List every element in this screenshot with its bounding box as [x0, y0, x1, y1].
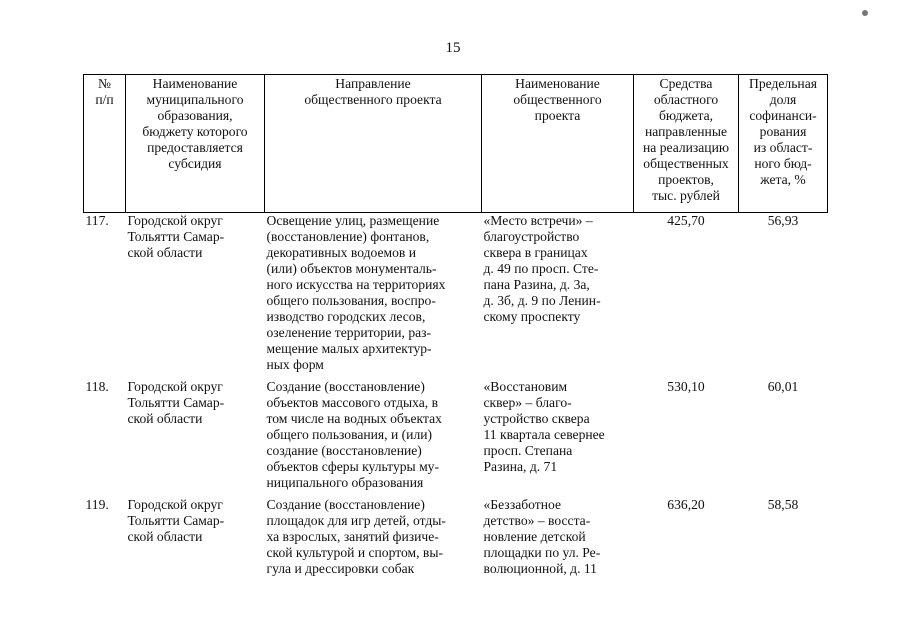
row-project-name: «Беззаботное детство» – восста- новление детской площадки по ул. Ре- волюционной, д. 11 [483, 497, 601, 576]
scan-dot [862, 10, 868, 16]
row-number: 119. [85, 497, 109, 512]
header-project-name: Наименование общественного проекта [482, 75, 634, 213]
subsidy-table [83, 74, 828, 583]
row-municipality: Городской округ Тольятти Самар- ской области [127, 213, 225, 260]
row-direction: Освещение улиц, размещение (восстановление) фонтанов, декоративных водоемов и (или) объектов монументаль- ного искусства на территориях общего пользования, воспро- изводство городских лесов, озеленение территории, раз- мещение малых архитектур- ных форм [266, 213, 446, 372]
row-number: 117. [85, 213, 109, 228]
table-header-row [84, 75, 828, 213]
page-number: 15 [445, 40, 461, 56]
header-share: Предельная доля софинанси- рования из област- ного бюд- жета, % [739, 75, 828, 213]
row-funds: 636,20 [667, 497, 705, 512]
row-project-name: «Место встречи» – благоустройство сквера в границах д. 49 по просп. Сте- пана Разина, д. 3а, д. 3б, д. 9 по Ленин- скому проспекту [483, 213, 601, 324]
table-row [84, 497, 828, 583]
row-number: 118. [85, 379, 109, 394]
header-direction: Направление общественного проекта [265, 75, 482, 213]
row-direction: Создание (восстановление) площадок для игр детей, отды- ха взрослых, занятий физиче- ской культурой и спортом, вы- гула и дрессировки собак [266, 497, 446, 576]
header-number: № п/п [84, 75, 126, 213]
header-funds: Средства областного бюджета, направленные на реализацию общественных проектов, тыс. рублей [634, 75, 739, 213]
row-municipality: Городской округ Тольятти Самар- ской области [127, 379, 225, 426]
row-funds: 530,10 [667, 379, 705, 394]
row-share: 58,58 [767, 497, 799, 512]
row-share: 60,01 [767, 379, 799, 394]
row-funds: 425,70 [667, 213, 705, 228]
header-municipality: Наименование муниципального образования, бюджету которого предоставляется субсидия [126, 75, 265, 213]
row-municipality: Городской округ Тольятти Самар- ской области [127, 497, 225, 544]
row-project-name: «Восстановим сквер» – благо- устройство сквера 11 квартала севернее просп. Степана Разина, д. 71 [483, 379, 605, 474]
row-direction: Создание (восстановление) объектов массового отдыха, в том числе на водных объектах общего пользования, и (или) создание (восстановление) объектов сферы культуры му- ниципального образования [266, 379, 442, 490]
table-row [84, 213, 828, 380]
row-share: 56,93 [767, 213, 799, 228]
table-row [84, 379, 828, 497]
